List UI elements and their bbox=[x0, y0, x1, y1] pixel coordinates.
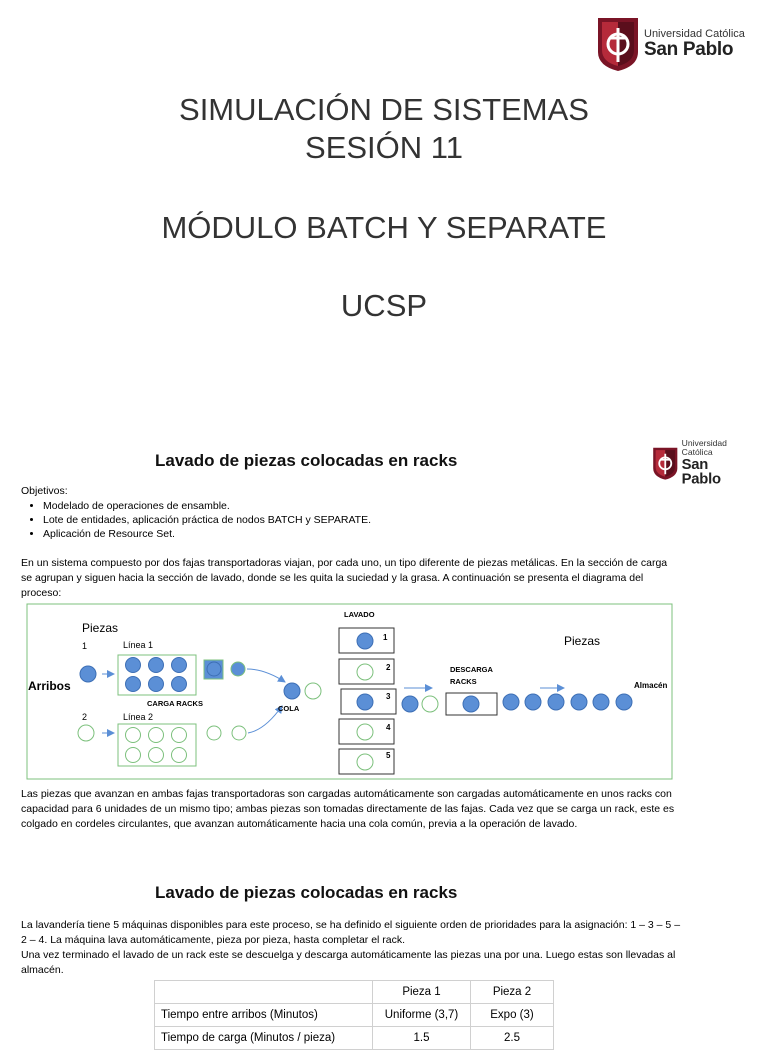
line2-number: 2 bbox=[82, 712, 88, 722]
table-header bbox=[155, 981, 373, 1004]
rack-piece bbox=[149, 728, 164, 743]
cover-title-3: MÓDULO BATCH Y SEPARATE bbox=[161, 210, 607, 245]
ucsp-shield-icon bbox=[596, 16, 640, 72]
washed-piece bbox=[402, 696, 418, 712]
objective-item: • Modelado de operaciones de ensamble. bbox=[43, 499, 371, 513]
table-header: Pieza 1 bbox=[373, 981, 471, 1004]
table-header: Pieza 2 bbox=[471, 981, 554, 1004]
rack-piece bbox=[232, 726, 246, 740]
line1-number: 1 bbox=[82, 641, 88, 651]
logo-line1: Universidad Católica bbox=[644, 28, 745, 40]
piezas-right-label: Piezas bbox=[564, 634, 601, 648]
rack-piece bbox=[207, 726, 221, 740]
machine-number: 4 bbox=[386, 723, 391, 732]
rack-piece bbox=[231, 662, 245, 676]
machine-number: 1 bbox=[383, 633, 388, 642]
table-cell: 1.5 bbox=[373, 1027, 471, 1050]
rack-piece bbox=[126, 748, 141, 763]
piezas-left-label: Piezas bbox=[82, 621, 119, 635]
table-row bbox=[155, 1004, 554, 1027]
diagram-frame bbox=[27, 604, 672, 779]
rack-piece bbox=[149, 748, 164, 763]
carga-racks-label: CARGA RACKS bbox=[147, 699, 203, 708]
lavado-label: LAVADO bbox=[344, 610, 375, 619]
intro-paragraph: En un sistema compuesto por dos fajas transportadoras viajan, por cada uno, un tipo diferente de piezas metálicas. En la sección de carga se agrupan y siguen hacia la sección de lavado, donde se les quita la suciedad y la grasa. A continuación se presenta el diagrama del proceso: bbox=[21, 557, 668, 599]
linea1-label: Línea 1 bbox=[123, 640, 154, 650]
machine-piece bbox=[357, 633, 373, 649]
machine-piece bbox=[357, 694, 373, 710]
racks-label: RACKS bbox=[450, 677, 477, 686]
rack-piece bbox=[172, 658, 187, 673]
descarga-label: DESCARGA bbox=[450, 665, 493, 674]
slide3-title: Lavado de piezas colocadas en racks bbox=[155, 883, 458, 902]
rack-piece bbox=[149, 677, 164, 692]
cover-title-1: SIMULACIÓN DE SISTEMAS bbox=[179, 92, 589, 127]
output-piece bbox=[616, 694, 632, 710]
objective-item: • Aplicación de Resource Set. bbox=[43, 527, 371, 541]
arrow bbox=[248, 706, 282, 733]
unload-piece bbox=[463, 696, 479, 712]
output-piece bbox=[571, 694, 587, 710]
rack-piece bbox=[149, 658, 164, 673]
ucsp-logo-small bbox=[652, 440, 742, 487]
machine-piece bbox=[357, 664, 373, 680]
slide2-title: Lavado de piezas colocadas en racks bbox=[155, 451, 458, 470]
table-row bbox=[155, 1027, 554, 1050]
logo-line2: San Pablo bbox=[681, 456, 721, 488]
cover-title-2: SESIÓN 11 bbox=[305, 130, 463, 165]
rack-piece bbox=[172, 728, 187, 743]
piece-2-arrival bbox=[78, 725, 94, 741]
machine-piece bbox=[357, 724, 373, 740]
ucsp-shield-icon bbox=[652, 442, 679, 486]
slide3-paragraph-1: La lavandería tiene 5 máquinas disponibles para este proceso, se ha definido el siguiente orden de prioridades para la asignación: 1 – 3 – 5 – 2 – 4. La máquina lava automáticamente, pieza por pieza, hasta completar el rack. bbox=[21, 919, 681, 946]
rack-piece bbox=[126, 658, 141, 673]
arribos-label: Arribos bbox=[28, 679, 71, 693]
output-piece bbox=[593, 694, 609, 710]
objective-item: • Lote de entidades, aplicación práctica de nodos BATCH y SEPARATE. bbox=[43, 513, 371, 527]
logo-line2: San Pablo bbox=[644, 39, 734, 60]
ucsp-logo bbox=[596, 16, 745, 72]
table-cell: Uniforme (3,7) bbox=[373, 1004, 471, 1027]
table-header-row bbox=[155, 981, 554, 1004]
queue-piece bbox=[284, 683, 300, 699]
objectives-label: Objetivos: bbox=[21, 485, 68, 497]
cola-label: COLA bbox=[278, 704, 300, 713]
outro-paragraph: Las piezas que avanzan en ambas fajas transportadoras son cargadas automáticamente son cargadas automáticamente en unos racks con capacidad para 6 unidades de un mismo tipo; ambas piezas son tomadas directamente de las fajas. Cada vez que se carga un rack, este es colgado en cordeles circulantes, que avanzan automáticamente hacia una cola común, previa a la operación de lavado. bbox=[21, 788, 675, 830]
slide3-paragraph-2: Una vez terminado el lavado de un rack este se descuelga y descarga automáticamente las piezas una por una. Luego estas son llevadas al almacén. bbox=[21, 949, 676, 976]
rack-piece bbox=[172, 677, 187, 692]
rack-piece bbox=[207, 662, 221, 676]
cover-title-4: UCSP bbox=[340, 288, 428, 323]
machine-number: 2 bbox=[386, 663, 391, 672]
arrow bbox=[247, 669, 285, 682]
objectives-list bbox=[21, 499, 371, 541]
times-table bbox=[154, 980, 554, 1050]
process-diagram bbox=[0, 600, 768, 785]
logo-line1: Universidad Católica bbox=[681, 439, 727, 458]
queue-piece bbox=[305, 683, 321, 699]
almacen-label: Almacén bbox=[634, 681, 668, 690]
output-piece bbox=[503, 694, 519, 710]
piece-1-arrival bbox=[80, 666, 96, 682]
table-cell: Tiempo entre arribos (Minutos) bbox=[155, 1004, 373, 1027]
machine-number: 3 bbox=[386, 692, 391, 701]
machine-number: 5 bbox=[386, 751, 391, 760]
linea2-label: Línea 2 bbox=[123, 712, 154, 722]
rack-piece bbox=[126, 728, 141, 743]
washed-piece bbox=[422, 696, 438, 712]
rack-piece bbox=[126, 677, 141, 692]
rack-piece bbox=[172, 748, 187, 763]
table-cell: Tiempo de carga (Minutos / pieza) bbox=[155, 1027, 373, 1050]
table-cell: 2.5 bbox=[471, 1027, 554, 1050]
output-piece bbox=[525, 694, 541, 710]
machine-piece bbox=[357, 754, 373, 770]
output-piece bbox=[548, 694, 564, 710]
table-cell: Expo (3) bbox=[471, 1004, 554, 1027]
